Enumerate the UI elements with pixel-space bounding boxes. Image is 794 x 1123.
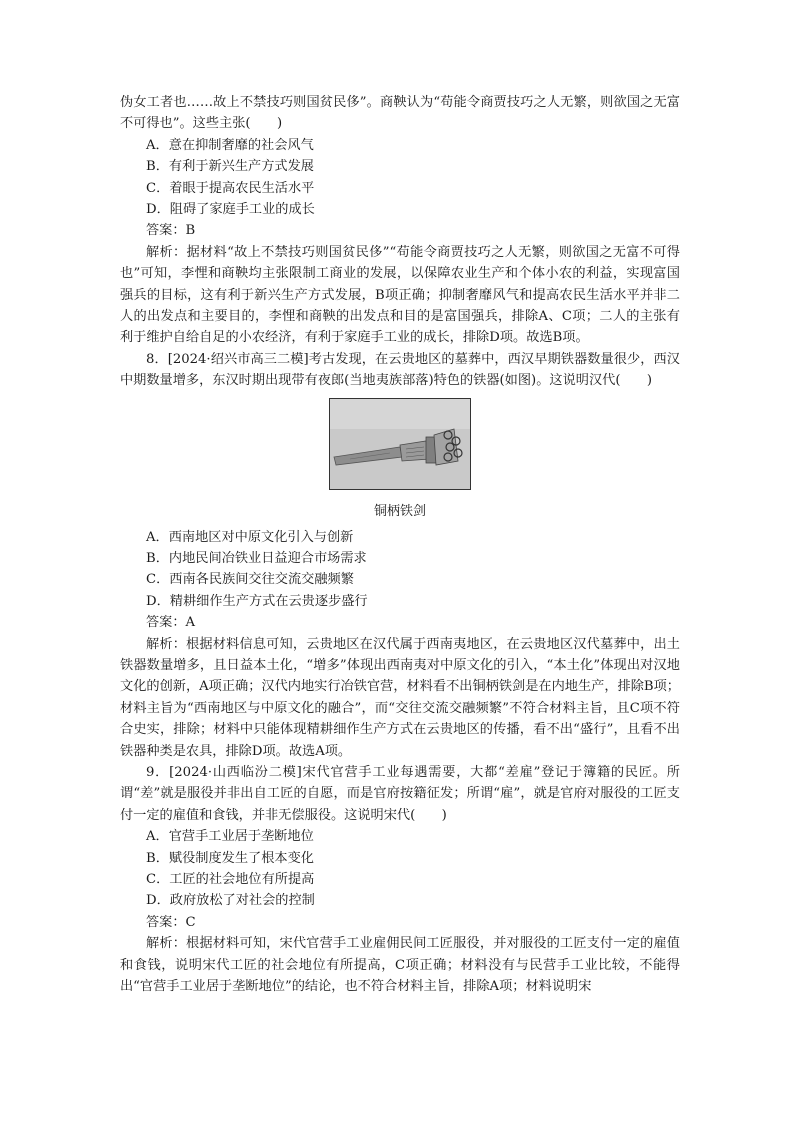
- q7-stem: 伪女工者也……故上不禁技巧则国贫民侈”。商鞅认为“苟能令商贾技巧之人无繁，则欲国之无富不可得也”。这些主张( ): [120, 95, 680, 132]
- q8-answer: 答案：A: [146, 615, 196, 631]
- q8-figure-caption: 铜柄铁剑: [373, 504, 426, 520]
- q9-analysis: 解析：根据材料可知，宋代官营手工业雇佣民间工匠服役，并对服役的工匠支付一定的雇值和食钱，说明宋代工匠的社会地位有所提高，C项正确；材料没有与民营手工业比较，不能得出“官营手工业居于垄断地位”的结论，也不符合材料主旨，排除A项；材料说明宋: [120, 936, 680, 995]
- q9-option-a: A．官营手工业居于垄断地位: [146, 829, 314, 845]
- q7-option-d: D．阻碍了家庭手工业的成长: [146, 202, 315, 218]
- q7-option-c: C．着眼于提高农民生活水平: [146, 180, 315, 196]
- q7-option-b: B．有利于新兴生产方式发展: [146, 159, 314, 175]
- bronze-hilt-iron-sword-photo: [329, 398, 471, 490]
- q8-figure: [120, 398, 680, 523]
- q8-option-a: A．西南地区对中原文化引入与创新: [146, 529, 354, 545]
- q8-analysis: 解析：根据材料信息可知，云贵地区在汉代属于西南夷地区，在云贵地区汉代墓葬中，出土铁器数量增多，且日益本土化，“增多”体现出西南夷对中原文化的引入，“本土化”体现出对汉地文化的创新，A项正确；汉代内地实行冶铁官营，材料看不出铜柄铁剑是在内地生产，排除B项；材料主旨为“西南地区与中原文化的融合”，而“交往交流交融频繁”不符合材料主旨，且C项不符合史实，排除；材料中只能体现精耕细作生产方式在云贵地区的传播，看不出“盛行”，且看不出铁器种类是农具，排除D项。故选A项。: [120, 636, 680, 759]
- q7-option-a: A．意在抑制奢靡的社会风气: [146, 137, 314, 153]
- q8-option-d: D．精耕细作生产方式在云贵逐步盛行: [146, 593, 368, 609]
- q8-stem: 8．[2024·绍兴市高三二模]考古发现，在云贵地区的墓葬中，西汉早期铁器数量很少，西汉中期数量增多，东汉时期出现带有夜郎(当地夷族部落)特色的铁器(如图)。这说明汉代( ): [120, 351, 680, 389]
- q9-answer: 答案：C: [146, 914, 196, 930]
- q7-answer: 答案：B: [146, 223, 196, 239]
- q8-option-b: B．内地民间冶铁业日益迎合市场需求: [146, 550, 367, 566]
- q9-stem: 9．[2024·山西临汾二模]宋代官营手工业每遇需要，大都“差雇”登记于簿籍的民匠。所谓“差”就是服役并非出自工匠的自愿，而是官府按籍征发；所谓“雇”，就是官府对服役的工匠支付一定的雇值和食钱，并非无偿服役。这说明宋代( ): [120, 764, 680, 823]
- sword-illustration: [330, 399, 470, 489]
- q9-option-c: C．工匠的社会地位有所提高: [146, 872, 315, 887]
- q7-analysis: 解析：据材料“故上不禁技巧则国贫民侈”“苟能令商贾技巧之人无繁，则欲国之无富不可得也”可知，李悝和商鞅均主张限制工商业的发展，以保障农业生产和个体小农的利益，实现富国强兵的目标，这有利于新兴生产方式发展，B项正确；抑制奢靡风气和提高农民生活水平并非二人的出发点和主要目的，李悝和商鞅的出发点和目的是富国强兵，排除A、C项；二人的主张有利于维护自给自足的小农经济，有利于家庭手工业的成长，排除D项。故选B项。: [120, 244, 680, 346]
- q8-option-c: C．西南各民族间交往交流交融频繁: [146, 572, 354, 588]
- q9-option-b: B．赋役制度发生了根本变化: [146, 850, 314, 866]
- q9-option-d: D．政府放松了对社会的控制: [146, 893, 315, 909]
- document-page: [120, 92, 680, 997]
